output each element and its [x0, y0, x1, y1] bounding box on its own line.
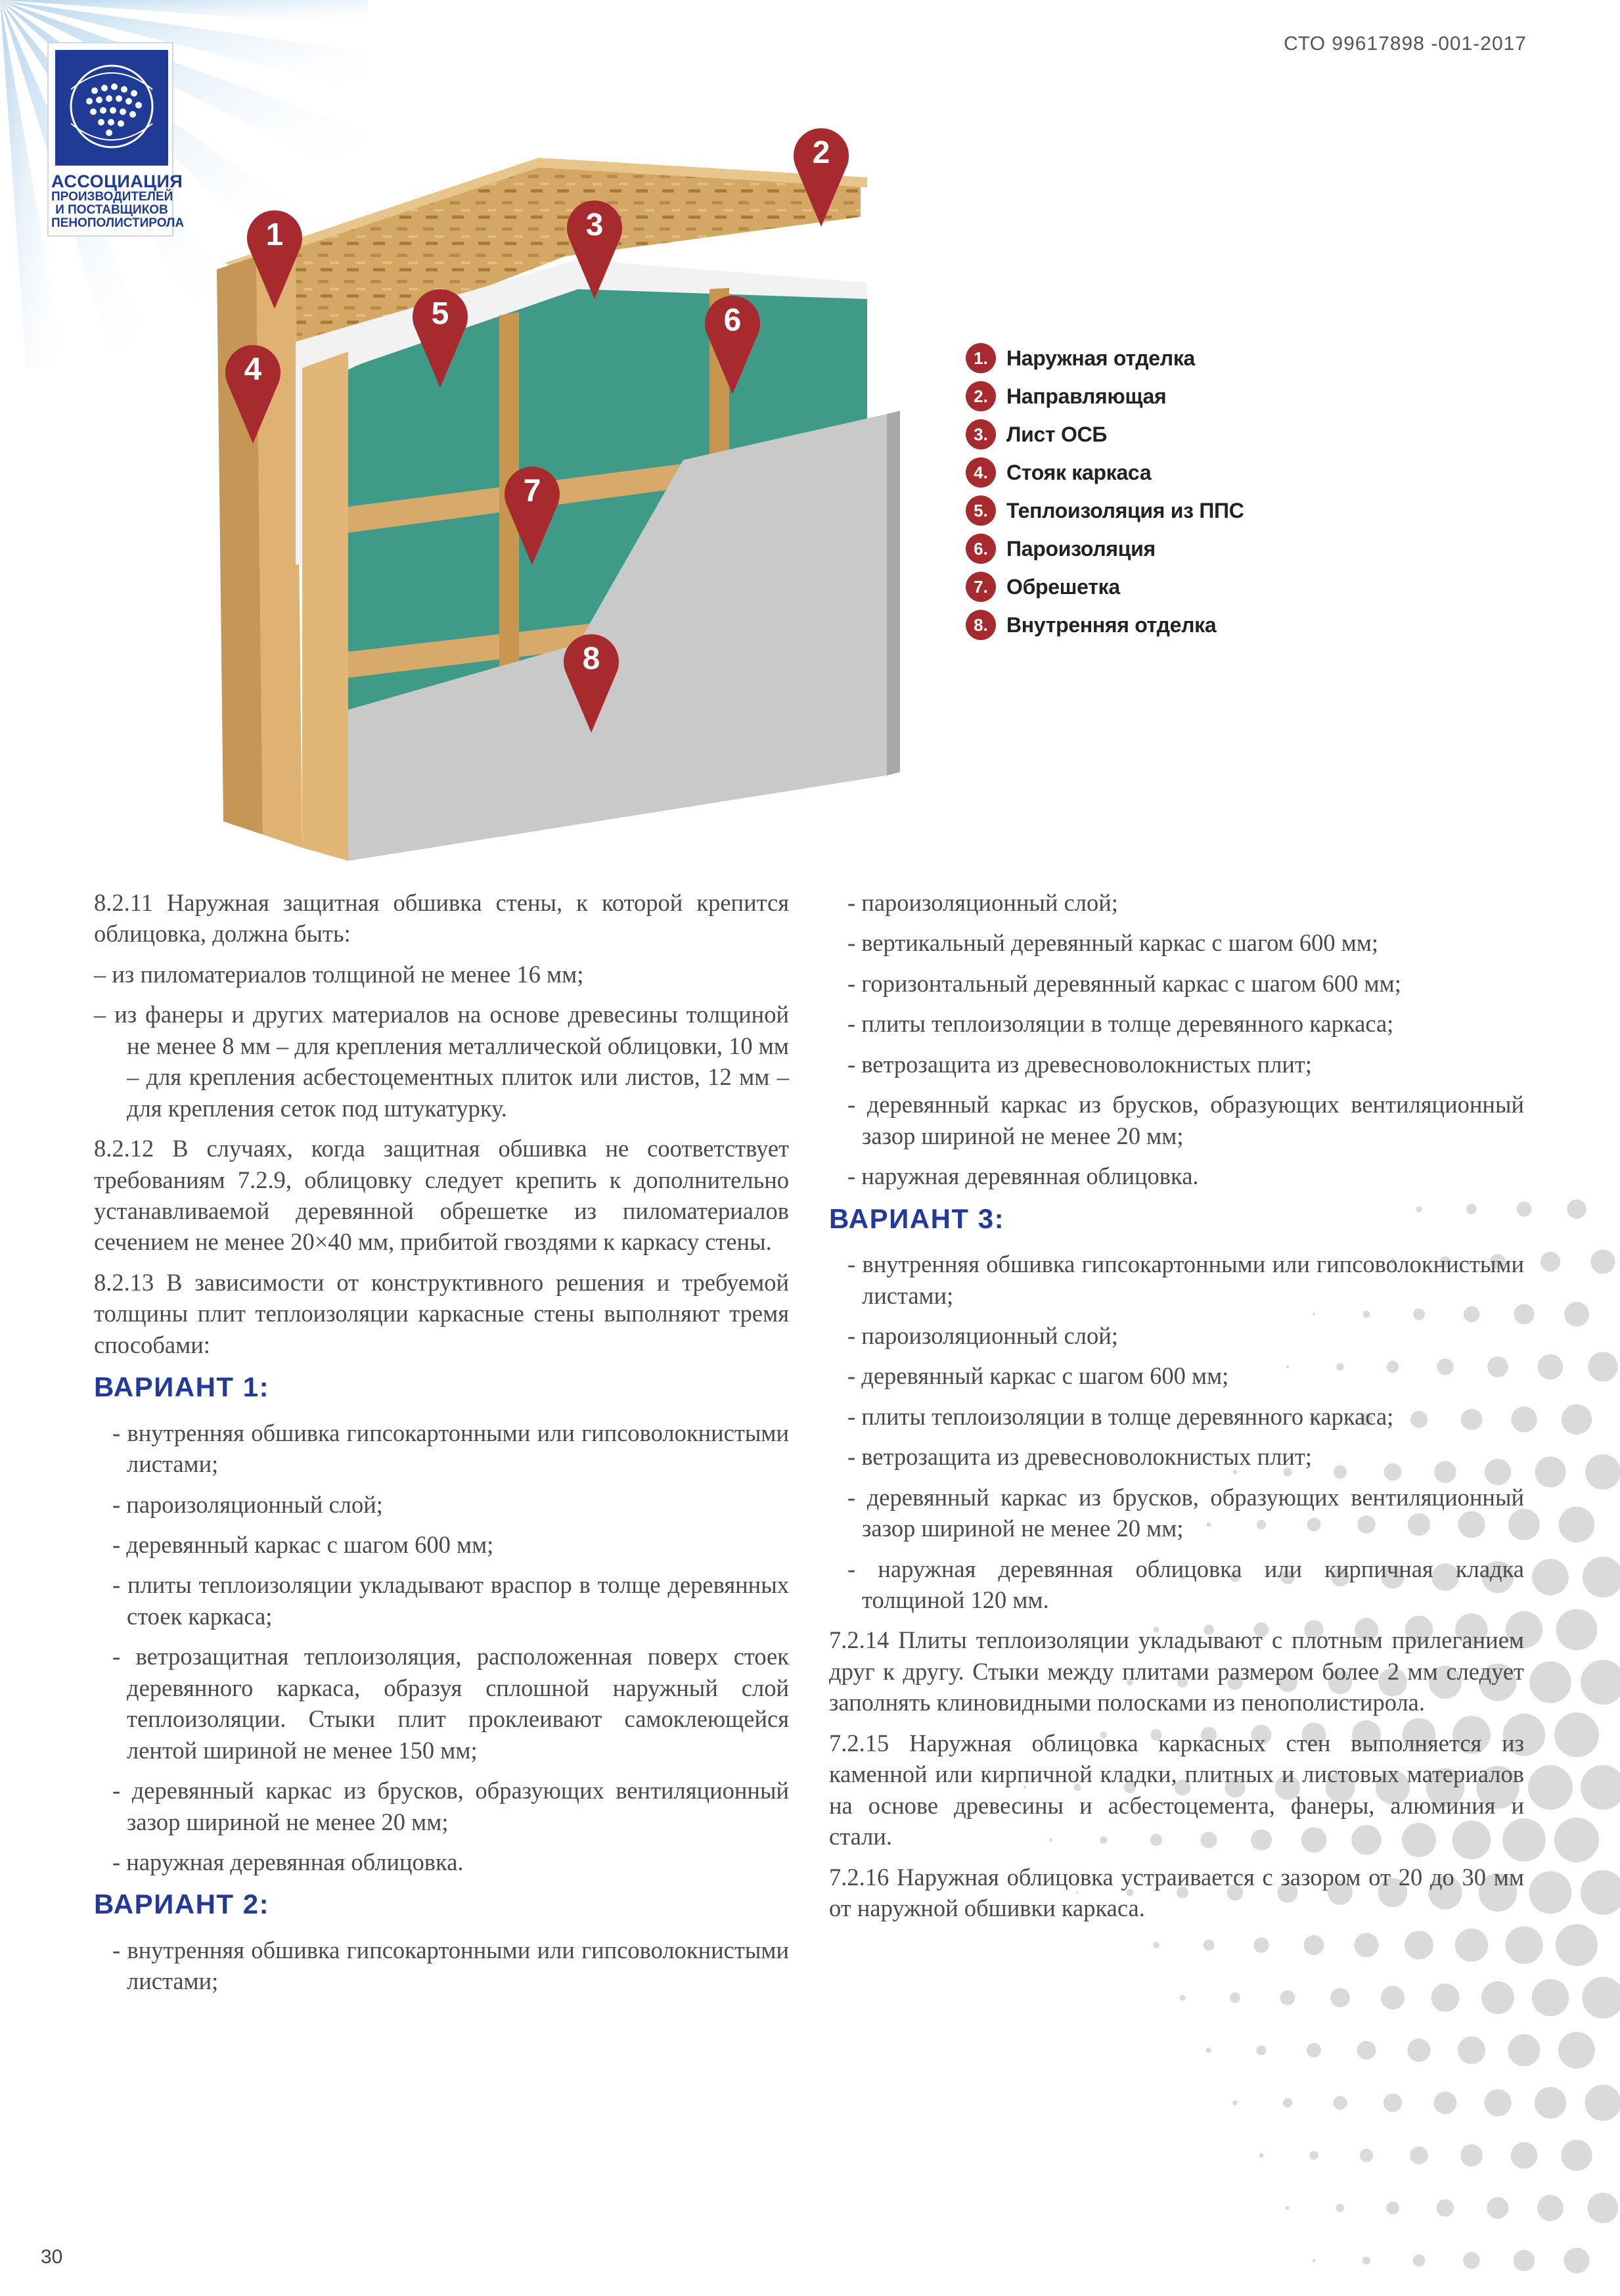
decorative-dot — [1384, 2094, 1402, 2112]
decorative-dot — [1360, 2149, 1373, 2162]
decorative-dot — [1564, 1302, 1589, 1327]
gypsum-board-edge — [887, 411, 900, 775]
decorative-dot — [1431, 1984, 1460, 2012]
list-item: – из пиломатериалов толщиной не менее 16 мм; — [94, 960, 584, 988]
legend-label: Теплоизоляция из ППС — [1006, 498, 1244, 522]
variant-2-heading: ВАРИАНТ 2: — [94, 1889, 270, 1920]
decorative-dot — [1581, 1660, 1620, 1705]
text-column-left — [94, 887, 789, 2006]
list-item: - внутренняя обшивка гипсокартонными или гипсоволокнистыми листами; — [847, 1251, 1524, 1309]
marker-number: 1 — [265, 218, 284, 252]
legend-label: Наружная отделка — [1006, 346, 1196, 370]
variant-1-heading: ВАРИАНТ 1: — [94, 1371, 270, 1403]
list-item: - горизонтальный деревянный каркас с шагом 600 мм; — [847, 969, 1401, 997]
decorative-dot — [1307, 2043, 1321, 2057]
decorative-dot — [1283, 2098, 1292, 2107]
decorative-dot — [1230, 1992, 1240, 2003]
decorative-dot — [1554, 1818, 1599, 1862]
decorative-dot — [1529, 1871, 1572, 1914]
logo-line-4: ПЕНОПОЛИСТИРОЛА — [51, 216, 185, 231]
decorative-dot — [1362, 2257, 1370, 2264]
decorative-dot — [1312, 2259, 1315, 2262]
decorative-dot — [1437, 2199, 1454, 2216]
decorative-dot — [1583, 1557, 1620, 1597]
decorative-dot — [1554, 1712, 1599, 1757]
decorative-dot — [1556, 1924, 1598, 1966]
frame-stud-left — [217, 256, 263, 835]
legend-number: 4. — [966, 457, 996, 488]
decorative-dot — [1309, 2151, 1318, 2160]
figure-legend — [966, 339, 1244, 644]
marker-number: 5 — [431, 296, 449, 331]
paragraph-8-2-13: 8.2.13 В зависимости от конструктивного решения и требуемой толщины плит теплоизоляции каркасные стены выполняют тремя способами: — [94, 1268, 789, 1358]
decorative-dot — [1484, 2089, 1511, 2116]
marker-number: 8 — [582, 641, 600, 676]
legend-label: Стояк каркаса — [1006, 460, 1152, 484]
list-item: - ветрозащитная теплоизоляция, расположенная поверх стоек деревянного каркаса, образуя сплошной наружный слой теплоизоляции. Стыки плит проклеивают самоклеющейся лентой шириной не менее 150 мм; — [112, 1643, 789, 1764]
legend-number: 3. — [966, 419, 996, 449]
decorative-dot — [1556, 1609, 1598, 1651]
decorative-dot — [1330, 1988, 1350, 2008]
legend-number: 7. — [966, 572, 996, 602]
paragraph-8-2-11: 8.2.11 Наружная защитная обшивка стены, к которой крепится облицовка, должна быть: — [94, 889, 789, 948]
list-item: - деревянный каркас из брусков, образующих вентиляционный зазор шириной не менее 20 мм; — [112, 1777, 789, 1835]
paragraph-7-2-14: 7.2.14 Плиты теплоизоляции укладывают с плотным прилеганием друг к другу. Стыки между плитами размером более 2 мм следует заполнять клиновидными полосками из пенополистирола. — [829, 1626, 1524, 1716]
decorative-dot — [1333, 2096, 1347, 2109]
decorative-dot — [1455, 1929, 1489, 1962]
decorative-dot — [1304, 1935, 1324, 1955]
variant-3-heading: ВАРИАНТ 3: — [829, 1203, 1005, 1234]
decorative-dot — [1253, 1937, 1269, 1953]
decorative-dot — [1434, 2092, 1457, 2115]
decorative-dot — [1463, 2252, 1480, 2269]
list-item: - деревянный каркас из брусков, образующих вентиляционный зазор шириной не менее 20 мм; — [847, 1483, 1524, 1542]
decorative-dot — [1286, 2206, 1290, 2210]
decorative-dot — [1413, 2255, 1426, 2267]
decorative-dot — [1535, 1457, 1566, 1488]
list-item: - вертикальный деревянный каркас с шагом 600 мм; — [847, 929, 1379, 957]
list-item: - плиты теплоизоляции в толще деревянного каркаса; — [847, 1402, 1394, 1430]
list-item: - наружная деревянная облицовка или кирпичная кладка толщиной 120 мм. — [847, 1555, 1524, 1614]
decorative-dot — [1559, 1507, 1595, 1543]
decorative-dot — [1232, 2100, 1238, 2105]
decorative-dot — [1538, 1354, 1564, 1380]
list-item: - внутренняя обшивка гипсокартонными или гипсоволокнистыми листами; — [112, 1419, 789, 1478]
decorative-dot — [1541, 1252, 1560, 1272]
list-item: - пароизоляционный слой; — [847, 889, 1118, 916]
decorative-dot — [1259, 2153, 1264, 2158]
decorative-dot — [1458, 2036, 1485, 2064]
marker-number: 3 — [585, 208, 604, 242]
decorative-dot — [1405, 1931, 1433, 1960]
frame-stud-left-front — [256, 243, 302, 848]
decorative-dot — [1153, 1942, 1159, 1948]
decorative-dot — [1280, 1990, 1295, 2006]
decorative-dot — [1581, 1870, 1620, 1915]
list-item: - деревянный каркас с шагом 600 мм; — [847, 1362, 1229, 1390]
decorative-dot — [1588, 1352, 1617, 1381]
legend-item — [966, 568, 1244, 606]
legend-label: Внутренняя отделка — [1006, 612, 1217, 637]
decorative-dot — [1481, 1981, 1514, 2014]
legend-label: Лист ОСБ — [1006, 422, 1108, 446]
logo-line-2: ПРОИЗВОДИТЕЛЕЙ — [51, 190, 173, 204]
decorative-dot — [1381, 1986, 1405, 2009]
decorative-dot — [1537, 2195, 1564, 2221]
paragraph-8-2-12: 8.2.12 В случаях, когда защитная обшивка не соответствует требованиям 7.2.9, облицовку следует крепить к дополнительно устанавливаемой деревянной обрешетке из пиломатериалов сечением не менее 20×40 мм, прибитой гвоздями к каркасу стены. — [94, 1135, 789, 1256]
list-item: - плиты теплоизоляции укладывают враспор в толще деревянных стоек каркаса; — [112, 1571, 789, 1630]
legend-number: 5. — [966, 495, 996, 526]
legend-number: 2. — [966, 381, 996, 411]
decorative-dot — [1407, 2038, 1430, 2061]
decorative-dot — [1204, 1940, 1215, 1951]
decorative-dot — [1511, 2142, 1538, 2169]
decorative-dot — [1386, 2201, 1399, 2215]
decorative-dot — [1567, 1199, 1586, 1218]
list-item: - внутренняя обшивка гипсокартонными или гипсоволокнистыми листами; — [112, 1937, 789, 1995]
logo-text — [51, 172, 185, 231]
decorative-dot — [1514, 2250, 1535, 2271]
list-item: - наружная деревянная облицовка. — [112, 1848, 464, 1875]
legend-item — [966, 377, 1244, 415]
page-number: 30 — [41, 2246, 63, 2268]
legend-label: Направляющая — [1006, 384, 1167, 408]
legend-label: Обрешетка — [1006, 574, 1120, 599]
list-item: - деревянный каркас с шагом 600 мм; — [112, 1531, 494, 1559]
wall-construction-figure — [210, 92, 920, 874]
decorative-dot — [1535, 2087, 1566, 2119]
marker-number: 6 — [723, 303, 742, 338]
decorative-dot — [1487, 2197, 1508, 2218]
list-item: – из фанеры и других материалов на основе древесины толщиной не менее 8 мм – для крепления металлической облицовки, 10 мм – для крепления асбестоцементных плиток или листов, 12 мм – для крепления сеток под штукатурку. — [94, 1001, 789, 1122]
decorative-dot — [1564, 2248, 1590, 2274]
decorative-dot — [1558, 2032, 1595, 2069]
legend-number: 8. — [966, 610, 996, 640]
frame-stud-front — [302, 352, 348, 861]
marker-number: 7 — [523, 474, 541, 509]
list-item: - наружная деревянная облицовка. — [847, 1162, 1199, 1190]
association-logo — [47, 42, 185, 237]
legend-item — [966, 606, 1244, 644]
decorative-dot — [1588, 2193, 1619, 2224]
list-item: - пароизоляционный слой; — [847, 1321, 1118, 1349]
list-item: - плиты теплоизоляции в толще деревянного каркаса; — [847, 1010, 1394, 1038]
decorative-dot — [1410, 2146, 1428, 2164]
globe-emblem-icon — [55, 50, 168, 166]
logo-line-3: И ПОСТАВЩИКОВ — [55, 203, 168, 218]
decorative-dot — [1532, 1979, 1569, 2017]
legend-number: 6. — [966, 534, 996, 564]
decorative-dot — [1532, 1559, 1568, 1595]
legend-item — [966, 453, 1244, 492]
list-item: - ветрозащита из древесноволокнистых плит; — [847, 1050, 1313, 1078]
logo-line-1: АССОЦИАЦИЯ — [51, 172, 183, 191]
list-item: - пароизоляционный слой; — [112, 1490, 383, 1518]
decorative-dot — [1562, 1404, 1592, 1435]
paragraph-7-2-16: 7.2.16 Наружная облицовка устраивается с зазором от 20 до 30 мм от наружной обшивки каркаса. — [829, 1863, 1524, 1921]
decorative-dot — [1357, 2041, 1376, 2060]
legend-item — [966, 530, 1244, 568]
decorative-dot — [1585, 2085, 1620, 2121]
decorative-dot — [1460, 2144, 1483, 2167]
decorative-dot — [1581, 1765, 1620, 1810]
legend-number: 1. — [966, 343, 996, 373]
legend-item — [966, 415, 1244, 453]
document-code: СТО 99617898 -001-2017 — [1284, 33, 1527, 55]
legend-item — [966, 492, 1244, 530]
legend-label: Пароизоляция — [1006, 536, 1156, 561]
decorative-dot — [1256, 2045, 1266, 2055]
decorative-dot — [1355, 1933, 1379, 1958]
decorative-dot — [1508, 2034, 1541, 2067]
list-item: - ветрозащита из древесноволокнистых плит; — [847, 1443, 1313, 1471]
text-column-right — [829, 887, 1524, 1933]
decorative-dot — [1529, 1661, 1571, 1703]
decorative-dot — [1206, 2048, 1211, 2053]
decorative-dot — [1585, 1454, 1620, 1490]
decorative-dot — [1561, 2140, 1592, 2170]
list-item: - деревянный каркас из брусков, образующих вентиляционный зазор шириной не менее 20 мм; — [847, 1091, 1524, 1149]
legend-item — [966, 339, 1244, 377]
decorative-dot — [1591, 1250, 1615, 1274]
marker-number: 4 — [244, 352, 262, 387]
decorative-dot — [1336, 2204, 1345, 2213]
decorative-dot — [1179, 1994, 1185, 2000]
marker-number: 2 — [812, 135, 830, 170]
paragraph-7-2-15: 7.2.15 Наружная облицовка каркасных стен выполняется из каменной или кирпичной кладки, плитных и листовых материалов на основе древесины и асбестоцемента, фанеры, алюминия и стали. — [829, 1729, 1524, 1850]
decorative-dot — [1582, 1977, 1620, 2018]
decorative-dot — [1528, 1765, 1573, 1810]
